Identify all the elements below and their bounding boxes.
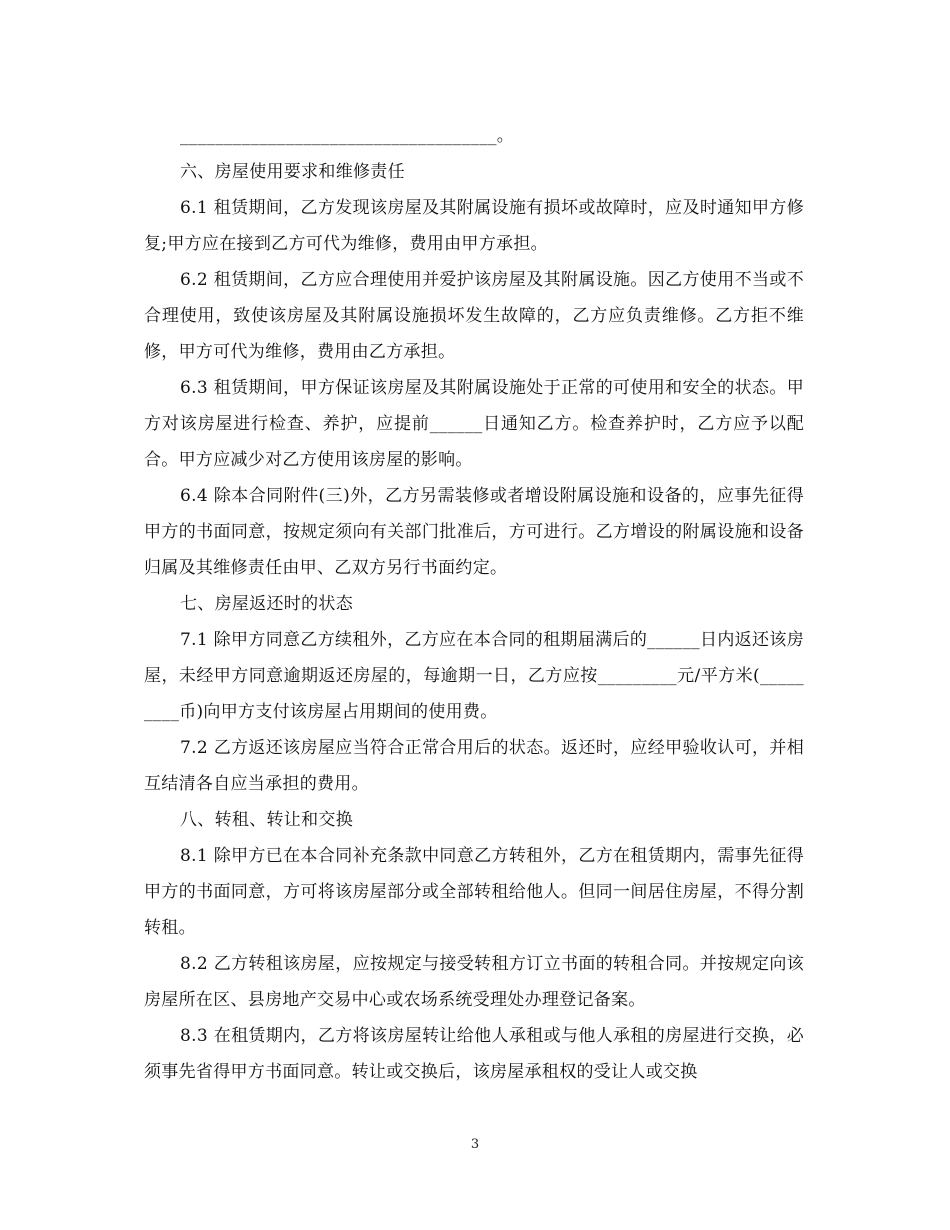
clause-6-3: 6.3 租赁期间，甲方保证该房屋及其附属设施处于正常的可使用和安全的状态。甲方对该房屋进行检查、养护，应提前______日通知乙方。检查养护时，乙方应予以配合。甲方应减少对乙方使用该房屋的影响。 bbox=[144, 378, 804, 470]
clause-8-3: 8.3 在租赁期内，乙方将该房屋转让给他人承租或与他人承租的房屋进行交换，必须事先省得甲方书面同意。转让或交换后，该房屋承租权的受让人或交换 bbox=[144, 1026, 804, 1082]
clause-6-1: 6.1 租赁期间，乙方发现该房屋及其附属设施有损坏或故障时，应及时通知甲方修复;甲方应在接到乙方可代为维修，费用由甲方承担。 bbox=[144, 198, 804, 254]
section-heading-8: 八、转租、转让和交换 bbox=[180, 810, 353, 830]
clause-8-2: 8.2 乙方转租该房屋，应按规定与接受转租方订立书面的转租合同。并按规定向该房屋所在区、县房地产交易中心或农场系统受理处办理登记备案。 bbox=[144, 954, 804, 1010]
section-heading-7: 七、房屋返还时的状态 bbox=[180, 594, 353, 614]
document-body bbox=[144, 118, 804, 1090]
page-number: 3 bbox=[470, 1137, 480, 1152]
clause-6-4: 6.4 除本合同附件(三)外，乙方另需装修或者增设附属设施和设备的，应事先征得甲方的书面同意，按规定须向有关部门批准后，方可进行。乙方增设的附属设施和设备归属及其维修责任由甲、乙双方另行书面约定。 bbox=[144, 486, 804, 578]
clause-6-2: 6.2 租赁期间，乙方应合理使用并爱护该房屋及其附属设施。因乙方使用不当或不合理使用，致使该房屋及其附属设施损坏发生故障的，乙方应负责维修。乙方拒不维修，甲方可代为维修，费用由乙方承担。 bbox=[144, 270, 804, 362]
section-heading-6: 六、房屋使用要求和维修责任 bbox=[180, 162, 405, 182]
clause-7-2: 7.2 乙方返还该房屋应当符合正常合用后的状态。返还时，应经甲验收认可，并相互结清各自应当承担的费用。 bbox=[144, 738, 804, 794]
clause-7-1: 7.1 除甲方同意乙方续租外，乙方应在本合同的租期届满后的______日内返还该房屋，未经甲方同意逾期返还房屋的，每逾期一日，乙方应按_________元/平方米(_________币)向甲方支付该房屋占用期间的使用费。 bbox=[144, 630, 804, 722]
blank-line-end: ____________________________________。 bbox=[180, 126, 515, 146]
clause-8-1: 8.1 除甲方已在本合同补充条款中同意乙方转租外，乙方在租赁期内，需事先征得甲方的书面同意，方可将该房屋部分或全部转租给他人。但同一间居住房屋，不得分割转租。 bbox=[144, 846, 804, 938]
